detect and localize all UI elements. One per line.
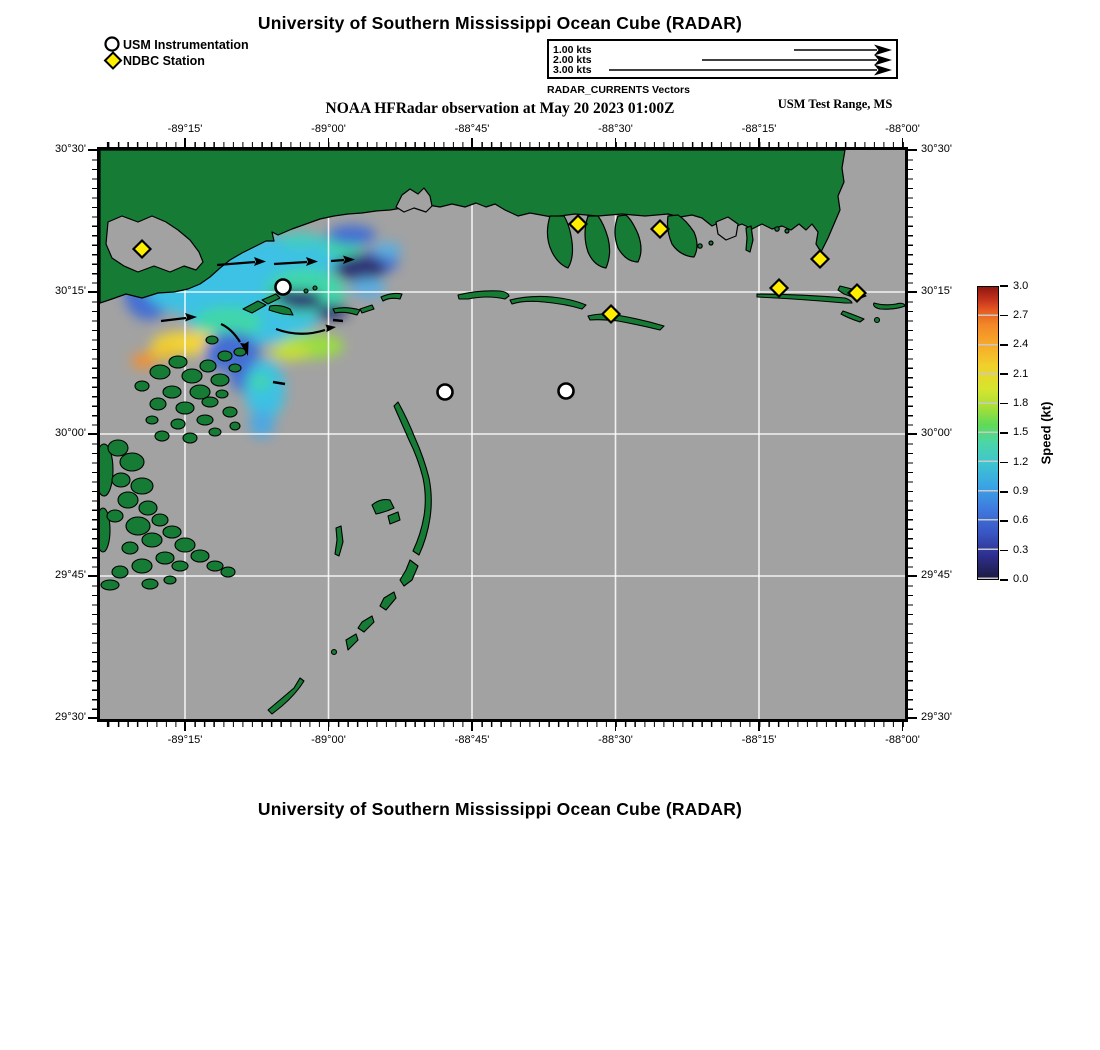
axis-tick <box>88 575 97 577</box>
colorbar-tick <box>1000 315 1008 317</box>
colorbar-tick <box>1000 373 1008 375</box>
axis-tick <box>902 138 904 147</box>
axis-tick <box>908 717 917 719</box>
lat-label-right: 30°00' <box>921 427 952 439</box>
axis-tick <box>615 722 617 731</box>
axis-tick <box>88 291 97 293</box>
axis-tick <box>902 722 904 731</box>
colorbar-tick-label: 3.0 <box>1013 280 1029 292</box>
marsh <box>100 336 246 590</box>
axis-tick <box>758 138 760 147</box>
ndbc-diamond-marker <box>812 251 829 268</box>
axis-tick <box>88 717 97 719</box>
axis-tick <box>908 433 917 435</box>
colorbar-tick-label: 0.0 <box>1013 573 1029 585</box>
lon-label-bottom: -88°15' <box>741 734 777 746</box>
lon-label-bottom: -89°00' <box>311 734 346 746</box>
axis-tick <box>328 722 330 731</box>
axis-tick <box>184 138 186 147</box>
lon-label-top: -88°00' <box>885 123 920 135</box>
usm-circle-icon <box>106 38 119 51</box>
colorbar-tick-label: 2.1 <box>1013 368 1029 380</box>
lon-label-top: -88°45' <box>454 123 490 135</box>
colorbar-tick-label: 0.9 <box>1013 485 1029 497</box>
lat-label-left: 30°15' <box>55 285 86 297</box>
lon-label-top: -89°00' <box>311 123 346 135</box>
colorbar-tick <box>1000 344 1008 346</box>
colorbar-tick <box>1000 579 1008 581</box>
colorbar-tick-label: 1.2 <box>1013 456 1029 468</box>
vector-arrowhead-icon <box>325 325 336 333</box>
colorbar-tick <box>1000 432 1008 434</box>
ndbc-diamond-marker <box>849 285 866 302</box>
lat-label-right: 30°30' <box>921 143 952 155</box>
lon-label-top: -88°30' <box>598 123 633 135</box>
axis-tick <box>908 575 917 577</box>
colorbar-tick <box>1000 462 1008 464</box>
axis-tick <box>88 433 97 435</box>
region-label: USM Test Range, MS <box>777 97 893 111</box>
usm-circle-marker <box>438 385 453 400</box>
vector-scale-box <box>547 39 898 79</box>
lat-label-left: 30°30' <box>55 143 86 155</box>
subtitle: NOAA HFRadar observation at May 20 2023 01:00Z <box>325 100 675 117</box>
usm-circle-marker <box>276 280 291 295</box>
axis-tick <box>471 138 473 147</box>
axis-tick <box>908 291 917 293</box>
lon-label-bottom: -88°30' <box>598 734 633 746</box>
lat-label-left: 29°45' <box>55 569 86 581</box>
legend-ndbc-label: NDBC Station <box>123 54 205 68</box>
scale-arrows <box>549 41 895 76</box>
colorbar-axis-label: Speed (kt) <box>1038 401 1054 465</box>
legend-icons <box>100 34 124 72</box>
lat-label-left: 30°00' <box>55 427 86 439</box>
colorbar-tick <box>1000 491 1008 493</box>
colorbar-tick <box>1000 550 1008 552</box>
lat-label-right: 29°45' <box>921 569 952 581</box>
scale-1kt-label: 1.00 kts <box>553 44 592 56</box>
lon-label-top: -89°15' <box>167 123 203 135</box>
scale-caption: RADAR_CURRENTS Vectors <box>547 84 690 96</box>
lon-label-top: -88°15' <box>741 123 777 135</box>
legend-usm-label: USM Instrumentation <box>123 38 249 52</box>
colorbar-dividers <box>978 287 998 579</box>
lat-label-right: 30°15' <box>921 285 952 297</box>
colorbar-tick-label: 1.5 <box>1013 426 1029 438</box>
axis-tick <box>615 138 617 147</box>
usm-circle-marker <box>559 384 574 399</box>
axis-tick <box>328 138 330 147</box>
axis-tick <box>908 149 917 151</box>
colorbar-tick-label: 1.8 <box>1013 397 1029 409</box>
map-svg <box>100 150 905 719</box>
colorbar-tick-label: 2.4 <box>1013 338 1029 350</box>
colorbar-tick <box>1000 285 1008 287</box>
axis-tick <box>758 722 760 731</box>
scale-2kt-label: 2.00 kts <box>553 54 592 66</box>
lon-label-bottom: -89°15' <box>167 734 203 746</box>
colorbar-tick <box>1000 403 1008 405</box>
axis-tick <box>88 149 97 151</box>
footer-title: University of Southern Mississippi Ocean Cube (RADAR) <box>257 799 743 819</box>
ndbc-diamond-marker <box>570 216 587 233</box>
ndbc-diamond-icon <box>105 53 121 69</box>
lat-label-right: 29°30' <box>921 711 952 723</box>
page-title: University of Southern Mississippi Ocean Cube (RADAR) <box>257 13 743 33</box>
colorbar-tick-label: 0.3 <box>1013 544 1029 556</box>
lon-label-bottom: -88°00' <box>885 734 920 746</box>
lon-label-bottom: -88°45' <box>454 734 490 746</box>
axis-tick <box>184 722 186 731</box>
colorbar-tick-label: 0.6 <box>1013 514 1029 526</box>
lat-label-left: 29°30' <box>55 711 86 723</box>
axis-tick <box>471 722 473 731</box>
map <box>97 147 908 722</box>
colorbar-tick-label: 2.7 <box>1013 309 1029 321</box>
ndbc-diamond-marker <box>652 221 669 238</box>
top-axis-minor-ticks <box>100 142 905 147</box>
colorbar-tick <box>1000 520 1008 522</box>
scale-3kt-label: 3.00 kts <box>553 64 592 76</box>
bottom-axis-minor-ticks <box>100 722 905 727</box>
